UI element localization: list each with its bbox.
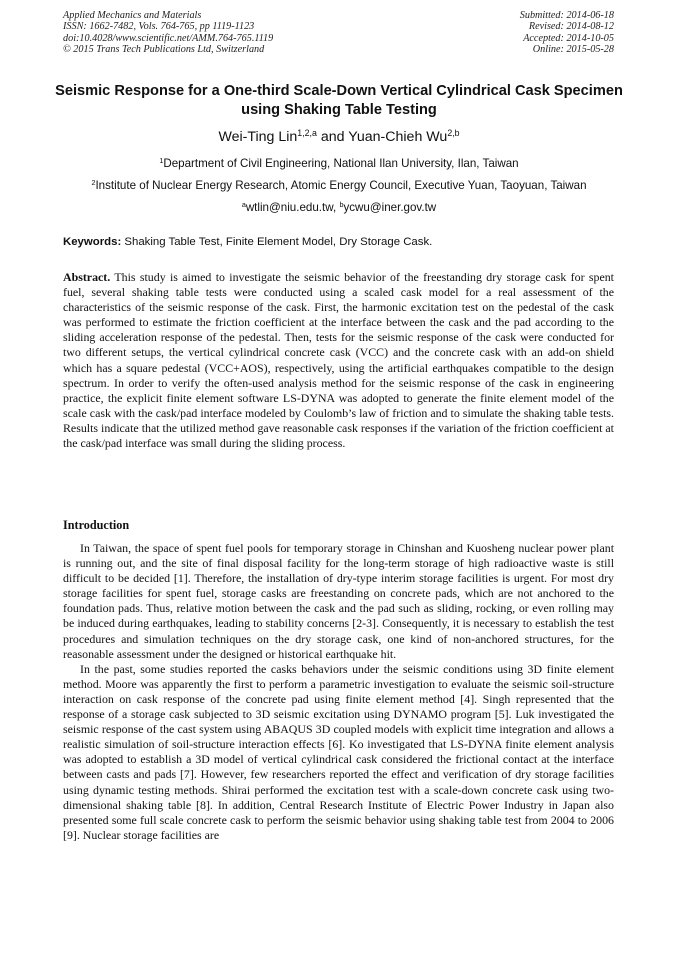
publication-dates [520, 10, 614, 55]
affiliation [40, 179, 638, 193]
email-mark: b [339, 200, 344, 210]
email-address: ycwu@iner.gov.tw [343, 201, 437, 214]
author-name: Yuan-Chieh Wu [348, 129, 448, 145]
paragraph: In the past, some studies reported the casks behaviors under the seismic conditions using 3D finite element method. Moore was apparently the first to perform a parametric investigation to evaluate the seismic soil-structure interaction on cask response of the concrete pad using finite element method [4]. Singh represented that the response of a storage cask subjected to 3D seismic excitation using DYNAMO program [5]. Luk investigated the seismic response of the cast system using ABAQUS 3D coupled models with explicit time integration and allows a realistic simulation of soil-structure interaction effects [6]. Ko investigated that LS-DYNA finite element analysis was adopted to establish a 3D model of vertical cylindrical cask considered the frictional contact at the interface between casts and pads [7]. However, few researchers reported the effect and verification of dry storage facilities using dynamic testing methods. Shirai performed the excitation test with a scale-down concrete cask using two-dimensional shaking table [8]. In addition, Central Research Institute of Electric Power Industry in Japan also presented some full scale concrete cask to perform the seismic behavior using shaking table test from 2004 to 2006 [9]. Nuclear storage facilities are [63, 661, 614, 842]
author-conjunction: and [316, 129, 349, 145]
accepted-date: Accepted: 2014-10-05 [523, 32, 614, 44]
email-address: wtlin@niu.edu.tw, [245, 201, 340, 214]
journal-copyright: © 2015 Trans Tech Publications Ltd, Switzerland [63, 43, 265, 55]
author-superscript: 1,2,a [297, 128, 317, 139]
affiliation-text: Department of Civil Engineering, National Ilan University, Ilan, Taiwan [163, 157, 519, 170]
author-name: Wei-Ting Lin [218, 129, 298, 145]
online-date: Online: 2015-05-28 [532, 43, 614, 55]
affiliation-mark: 2 [91, 178, 96, 188]
abstract-text: This study is aimed to investigate the seismic behavior of the freestanding dry storage cask for spent fuel, several shaking table tests were conducted using a scaled cask model for a real assessment of the characteristics of the seismic response of the cask. First, the harmonic excitation test on the pedestal of the cask was performed to estimate the friction coefficient at the interface between the cask and the pad according to the sliding acceleration response of the pedestal. Then, tests for the seismic response of the cask were conducted for two different setups, the vertical cylindrical concrete cask (VCC) and the concrete cask with an add-on shield which has a square pedestal (VCC+AOS), respectively, using the artificial earthquakes compatible to the design spectrum. In order to verify the often-used analysis method for the seismic response of the cask in engineering practice, the explicit finite element software LS-DYNA was adopted to generate the finite element model of the scale cask with the cask/pad interface modeled by Coulomb’s law of friction and to simulate the shaking table tests. Results indicate that the utilized method gave reasonable cask responses if the variation of the friction coefficient at the cask/pad interface was small during the sliding process. [63, 270, 614, 451]
affiliation-text: Institute of Nuclear Energy Research, Atomic Energy Council, Executive Yuan, Taoyuan, Taiwan [95, 179, 587, 192]
keywords-label: Keywords: [63, 236, 122, 248]
journal-issn: ISSN: 1662-7482, Vols. 764-765, pp 1119-1123 [63, 21, 255, 33]
journal-doi: doi:10.4028/www.scientific.net/AMM.764-765.1119 [63, 32, 274, 44]
paragraph: In Taiwan, the space of spent fuel pools for temporary storage in Chinshan and Kuosheng nuclear power plant is running out, and the site of final disposal facility for the long-term storage of high radioactive waste is still difficult to be decided [1]. Therefore, the installation of dry-type interim storage facilities is urgent. For most dry storage facilities for spent fuel, storage casks are freestanding on concrete pads, which are not anchored to the foundation pads. Thus, relative motion between the cask and the pad such as sliding, rocking, or even rolling may be induced during earthquakes, leading to stability concerns [2-3]. Consequently, it is necessary to establish the test procedures and simulation techniques on the dry storage cask, one kind of non-anchored structures, for the reasonable assessment under the designed or historical earthquake hit. [63, 541, 614, 661]
affiliation [40, 157, 638, 171]
abstract-label: Abstract. [63, 270, 111, 284]
introduction-body [63, 541, 614, 843]
author-line [40, 128, 638, 146]
journal-name: Applied Mechanics and Materials [63, 10, 202, 21]
journal-info [63, 10, 273, 55]
email-mark: a [241, 200, 246, 210]
abstract [63, 270, 614, 451]
paper-title: Seismic Response for a One-third Scale-Down Vertical Cylindrical Cask Specimen using Shaking Table Testing [55, 83, 623, 118]
author-superscript: 2,b [447, 128, 460, 139]
keywords [63, 235, 623, 249]
affiliation-mark: 1 [159, 156, 164, 166]
section-heading: Introduction [63, 518, 130, 532]
submitted-date: Submitted: 2014-06-18 [519, 10, 614, 21]
revised-date: Revised: 2014-08-12 [528, 21, 614, 33]
author-emails [40, 201, 638, 215]
keywords-text: Shaking Table Test, Finite Element Model, Dry Storage Cask. [121, 236, 433, 248]
